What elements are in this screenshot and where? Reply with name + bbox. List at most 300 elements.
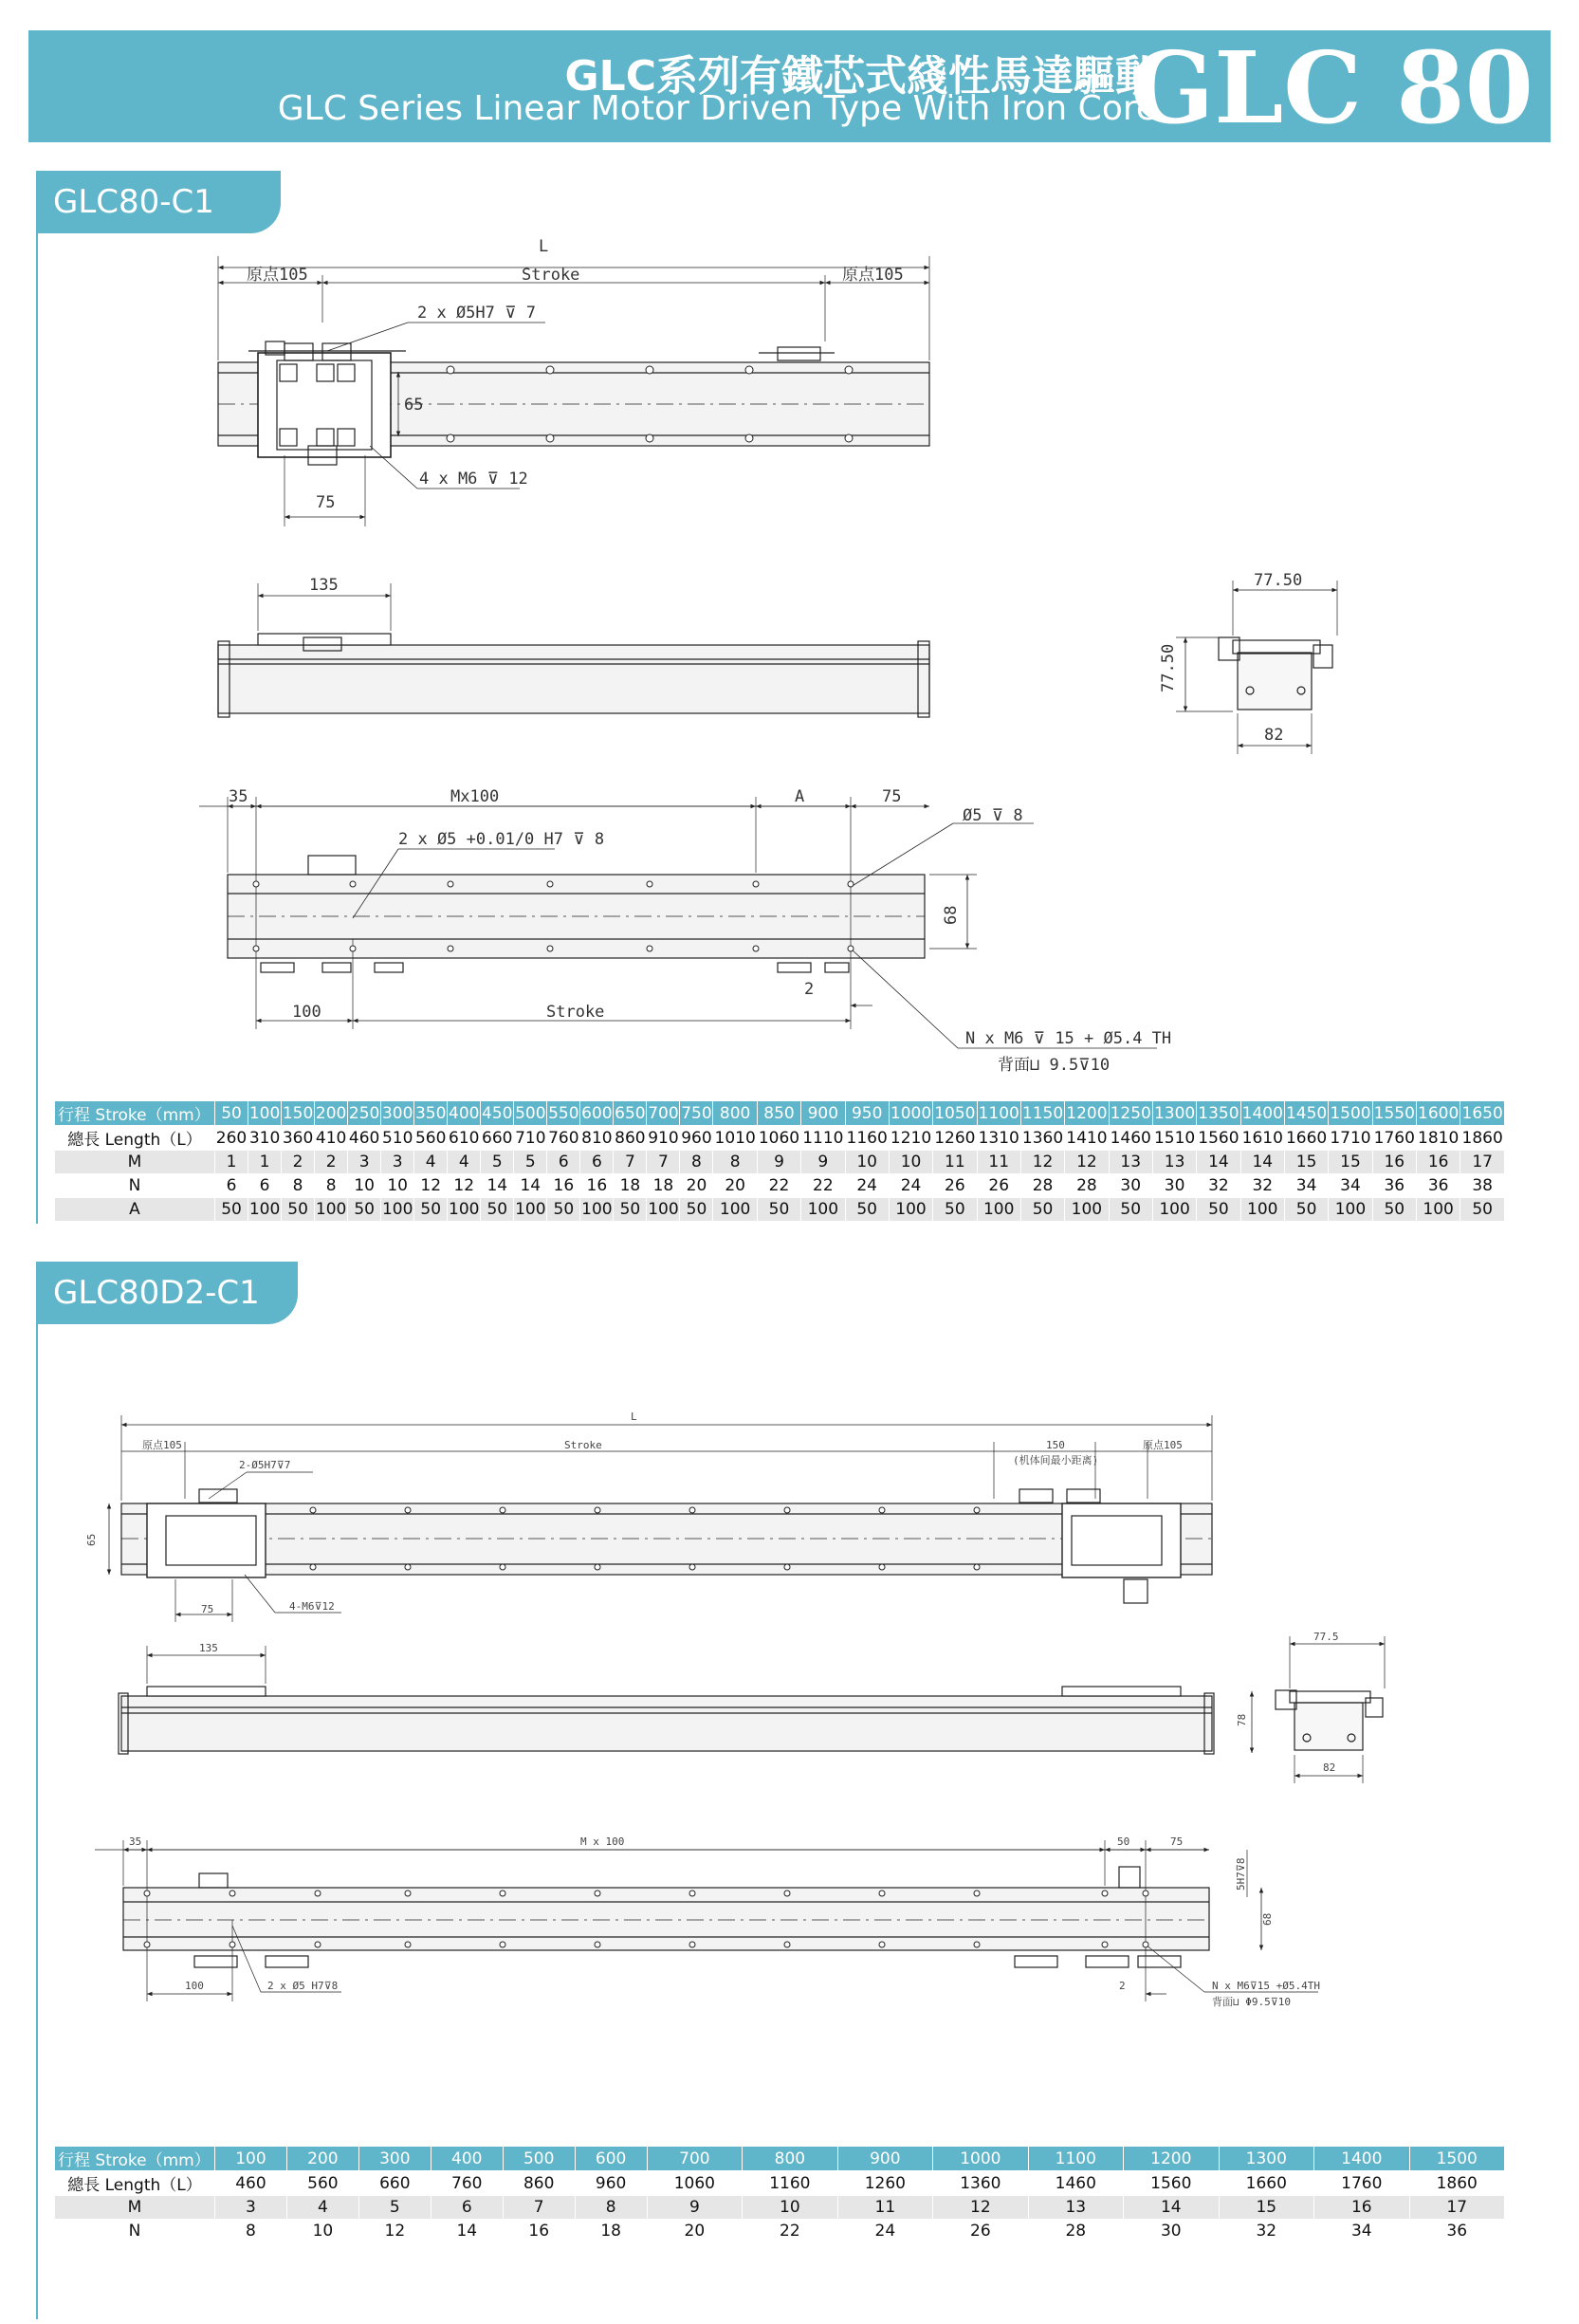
s1-front-view bbox=[218, 583, 929, 717]
table-row bbox=[55, 2171, 1505, 2196]
table-cell: 11 bbox=[837, 2196, 932, 2220]
table-cell: 22 bbox=[801, 1174, 845, 1198]
table-cell: 910 bbox=[647, 1126, 680, 1151]
table-cell: 1450 bbox=[1284, 1101, 1328, 1126]
table-cell: 17 bbox=[1409, 2196, 1505, 2220]
table-cell: 8 bbox=[713, 1151, 757, 1174]
table-cell: 22 bbox=[743, 2220, 837, 2243]
table-cell: 300 bbox=[358, 2147, 431, 2171]
table-cell: 500 bbox=[503, 2147, 575, 2171]
table-cell: 950 bbox=[845, 1101, 889, 1126]
table-cell: 100 bbox=[1065, 1198, 1109, 1222]
table-cell: 14 bbox=[431, 2220, 503, 2243]
table-cell: 100 bbox=[801, 1198, 845, 1222]
table-cell: 16 bbox=[503, 2220, 575, 2243]
table-row bbox=[55, 1174, 1505, 1198]
s2-dim-pin2: 2 x Ø5 H7⊽8 bbox=[267, 1980, 339, 1992]
table-cell: 400 bbox=[448, 1101, 481, 1126]
table-cell: 12 bbox=[358, 2220, 431, 2243]
table-cell: 1050 bbox=[933, 1101, 977, 1126]
table-cell: 50 bbox=[1197, 1198, 1240, 1222]
table-cell: 1110 bbox=[801, 1126, 845, 1151]
s1-dim-mx100: Mx100 bbox=[450, 787, 500, 806]
table-cell: 26 bbox=[933, 2220, 1028, 2243]
table-cell: 12 bbox=[448, 1174, 481, 1198]
table-cell: 14 bbox=[1240, 1151, 1284, 1174]
table-cell: 10 bbox=[286, 2220, 358, 2243]
s2-dim-2: 2 bbox=[1119, 1980, 1126, 1992]
table-cell: 7 bbox=[503, 2196, 575, 2220]
table-cell: 100 bbox=[1416, 1198, 1460, 1222]
table-cell: 100 bbox=[713, 1198, 757, 1222]
table-cell: 310 bbox=[248, 1126, 282, 1151]
table-cell: 1160 bbox=[845, 1126, 889, 1151]
s2-dim-82: 82 bbox=[1323, 1761, 1336, 1774]
table-cell: 6 bbox=[248, 1174, 282, 1198]
row-label: A bbox=[55, 1198, 215, 1222]
s1-bottom-view bbox=[199, 797, 1157, 1048]
section2-tab: GLC80D2-C1 bbox=[36, 1262, 298, 1324]
table-cell: 12 bbox=[414, 1174, 448, 1198]
table-cell: 1000 bbox=[933, 2147, 1028, 2171]
s2-dim-mount: N x M6⊽15 +Ø5.4TH bbox=[1212, 1980, 1321, 1992]
table-cell: 36 bbox=[1416, 1174, 1460, 1198]
table-cell: 1410 bbox=[1065, 1126, 1109, 1151]
table-cell: 5 bbox=[481, 1151, 514, 1174]
row-label: M bbox=[55, 1151, 215, 1174]
table-cell: 32 bbox=[1197, 1174, 1240, 1198]
table-cell: 400 bbox=[431, 2147, 503, 2171]
table-cell: 450 bbox=[481, 1101, 514, 1126]
table-cell: 100 bbox=[315, 1198, 348, 1222]
s1-dim-L: L bbox=[539, 237, 549, 256]
table-cell: 1 bbox=[215, 1151, 248, 1174]
table-cell: 24 bbox=[845, 1174, 889, 1198]
table-cell: 660 bbox=[358, 2171, 431, 2196]
table-cell: 1350 bbox=[1197, 1101, 1240, 1126]
table-cell: 11 bbox=[977, 1151, 1020, 1174]
table-cell: 1060 bbox=[757, 1126, 800, 1151]
table-cell: 26 bbox=[933, 1174, 977, 1198]
table-cell: 30 bbox=[1109, 1174, 1152, 1198]
table-cell: 100 bbox=[889, 1198, 932, 1222]
s1-dim-height-7750: 77.50 bbox=[1159, 643, 1178, 692]
s2-dim-50: 50 bbox=[1117, 1835, 1130, 1848]
table-cell: 100 bbox=[514, 1198, 547, 1222]
table-cell: 3 bbox=[381, 1151, 414, 1174]
s1-dim-35: 35 bbox=[229, 787, 248, 806]
s1-dim-75b: 75 bbox=[882, 787, 902, 806]
table-cell: 750 bbox=[680, 1101, 713, 1126]
model-name: GLC 80 bbox=[1129, 29, 1533, 146]
table-cell: 16 bbox=[580, 1174, 614, 1198]
table-cell: 350 bbox=[414, 1101, 448, 1126]
section1-tab: GLC80-C1 bbox=[36, 171, 281, 233]
table-cell: 1660 bbox=[1219, 2171, 1313, 2196]
row-label: 行程 Stroke（mm） bbox=[55, 1101, 215, 1126]
table-cell: 4 bbox=[286, 2196, 358, 2220]
table-cell: 100 bbox=[215, 2147, 287, 2171]
table-cell: 30 bbox=[1152, 1174, 1196, 1198]
table-cell: 6 bbox=[547, 1151, 580, 1174]
table-cell: 100 bbox=[448, 1198, 481, 1222]
table-cell: 50 bbox=[1460, 1198, 1505, 1222]
s1-dim-135: 135 bbox=[309, 576, 339, 595]
table-cell: 32 bbox=[1240, 1174, 1284, 1198]
table-cell: 30 bbox=[1124, 2220, 1219, 2243]
s1-dim-stroke: Stroke bbox=[522, 266, 580, 285]
table-cell: 660 bbox=[481, 1126, 514, 1151]
table-cell: 1550 bbox=[1372, 1101, 1416, 1126]
table-row bbox=[55, 2196, 1505, 2220]
table-cell: 50 bbox=[481, 1198, 514, 1222]
table-cell: 5 bbox=[514, 1151, 547, 1174]
s1-spec-table bbox=[54, 1100, 1505, 1222]
row-label: 行程 Stroke（mm） bbox=[55, 2147, 215, 2171]
s2-dim-L: L bbox=[631, 1411, 637, 1423]
s1-top-view bbox=[218, 256, 929, 526]
s2-dim-135: 135 bbox=[199, 1642, 218, 1654]
table-cell: 10 bbox=[743, 2196, 837, 2220]
table-cell: 15 bbox=[1284, 1151, 1328, 1174]
table-cell: 1360 bbox=[933, 2171, 1028, 2196]
table-cell: 20 bbox=[647, 2220, 742, 2243]
table-cell: 100 bbox=[580, 1198, 614, 1222]
s2-dim-tap-hole: 4-M6⊽12 bbox=[289, 1600, 335, 1613]
s1-dim-origin-right: 原点105 bbox=[842, 266, 904, 285]
table-cell: 100 bbox=[647, 1198, 680, 1222]
s2-spec-table bbox=[54, 2146, 1505, 2243]
table-cell: 260 bbox=[215, 1126, 248, 1151]
table-cell: 8 bbox=[215, 2220, 287, 2243]
table-cell: 50 bbox=[1020, 1198, 1064, 1222]
table-cell: 1500 bbox=[1329, 1101, 1372, 1126]
row-label: 總長 Length（L） bbox=[55, 1126, 215, 1151]
table-cell: 50 bbox=[680, 1198, 713, 1222]
table-cell: 11 bbox=[933, 1151, 977, 1174]
table-cell: 1300 bbox=[1219, 2147, 1313, 2171]
table-cell: 50 bbox=[414, 1198, 448, 1222]
s1-dim-100: 100 bbox=[292, 1003, 321, 1022]
table-cell: 100 bbox=[248, 1198, 282, 1222]
table-cell: 8 bbox=[282, 1174, 315, 1198]
s1-dim-pin-hole-tol: 2 x Ø5 +0.01/0 H7 ⊽ 8 bbox=[398, 830, 605, 849]
table-cell: 14 bbox=[514, 1174, 547, 1198]
table-cell: 1300 bbox=[1152, 1101, 1196, 1126]
table-cell: 15 bbox=[1329, 1151, 1372, 1174]
s2-dim-back: 背面⊔ Φ9.5⊽10 bbox=[1212, 1996, 1292, 2008]
table-cell: 10 bbox=[889, 1151, 932, 1174]
table-cell: 1610 bbox=[1240, 1126, 1284, 1151]
table-cell: 34 bbox=[1329, 1174, 1372, 1198]
table-cell: 1460 bbox=[1109, 1126, 1152, 1151]
table-cell: 1100 bbox=[977, 1101, 1020, 1126]
s1-dim-A: A bbox=[795, 787, 805, 806]
table-cell: 800 bbox=[713, 1101, 757, 1126]
table-cell: 200 bbox=[286, 2147, 358, 2171]
table-cell: 1250 bbox=[1109, 1101, 1152, 1126]
table-cell: 1560 bbox=[1124, 2171, 1219, 2196]
table-cell: 1260 bbox=[933, 1126, 977, 1151]
table-cell: 20 bbox=[713, 1174, 757, 1198]
table-cell: 50 bbox=[547, 1198, 580, 1222]
table-cell: 50 bbox=[1372, 1198, 1416, 1222]
table-cell: 32 bbox=[1219, 2220, 1313, 2243]
table-cell: 100 bbox=[248, 1101, 282, 1126]
table-cell: 18 bbox=[575, 2220, 647, 2243]
s2-end-view bbox=[1252, 1636, 1385, 1783]
table-cell: 1210 bbox=[889, 1126, 932, 1151]
table-cell: 600 bbox=[580, 1101, 614, 1126]
table-cell: 560 bbox=[414, 1126, 448, 1151]
table-cell: 2 bbox=[315, 1151, 348, 1174]
table-cell: 1060 bbox=[647, 2171, 742, 2196]
s2-bottom-view bbox=[95, 1840, 1321, 2001]
table-cell: 10 bbox=[845, 1151, 889, 1174]
title-english: GLC Series Linear Motor Driven Type With Iron Core bbox=[277, 89, 1157, 128]
table-cell: 1760 bbox=[1372, 1126, 1416, 1151]
s2-dim-100: 100 bbox=[185, 1980, 204, 1992]
table-cell: 100 bbox=[1240, 1198, 1284, 1222]
table-cell: 300 bbox=[381, 1101, 414, 1126]
table-cell: 2 bbox=[282, 1151, 315, 1174]
table-cell: 16 bbox=[1416, 1151, 1460, 1174]
table-cell: 34 bbox=[1314, 2220, 1409, 2243]
s1-dim-width-7750: 77.50 bbox=[1254, 571, 1303, 590]
table-cell: 16 bbox=[547, 1174, 580, 1198]
table-cell: 38 bbox=[1460, 1174, 1505, 1198]
table-cell: 4 bbox=[414, 1151, 448, 1174]
s1-dim-back: 背面⊔ 9.5⊽10 bbox=[998, 1056, 1111, 1075]
table-cell: 26 bbox=[977, 1174, 1020, 1198]
table-cell: 1310 bbox=[977, 1126, 1020, 1151]
table-cell: 50 bbox=[215, 1198, 248, 1222]
table-cell: 6 bbox=[431, 2196, 503, 2220]
s1-dim-pin-hole: 2 x Ø5H7 ⊽ 7 bbox=[417, 304, 537, 323]
table-cell: 24 bbox=[889, 1174, 932, 1198]
table-cell: 1560 bbox=[1197, 1126, 1240, 1151]
table-cell: 860 bbox=[614, 1126, 647, 1151]
table-cell: 1500 bbox=[1409, 2147, 1505, 2171]
table-cell: 13 bbox=[1028, 2196, 1123, 2220]
table-cell: 1360 bbox=[1020, 1126, 1064, 1151]
table-cell: 1260 bbox=[837, 2171, 932, 2196]
s2-dim-min-dist: (机体间最小距离) bbox=[1013, 1454, 1099, 1466]
table-cell: 34 bbox=[1284, 1174, 1328, 1198]
table-cell: 9 bbox=[801, 1151, 845, 1174]
s1-dim-stroke2: Stroke bbox=[546, 1003, 605, 1022]
table-cell: 510 bbox=[381, 1126, 414, 1151]
s2-dim-stroke: Stroke bbox=[564, 1439, 602, 1451]
s1-dim-hole5: Ø5 ⊽ 8 bbox=[963, 806, 1023, 825]
table-cell: 50 bbox=[757, 1198, 800, 1222]
table-cell: 200 bbox=[315, 1101, 348, 1126]
table-cell: 12 bbox=[1020, 1151, 1064, 1174]
s2-dim-height-78: 78 bbox=[1236, 1713, 1248, 1726]
table-cell: 410 bbox=[315, 1126, 348, 1151]
row-label: N bbox=[55, 1174, 215, 1198]
table-cell: 16 bbox=[1372, 1151, 1416, 1174]
table-cell: 28 bbox=[1065, 1174, 1109, 1198]
table-row bbox=[55, 1126, 1505, 1151]
table-cell: 760 bbox=[547, 1126, 580, 1151]
s2-dim-75: 75 bbox=[201, 1603, 214, 1615]
table-cell: 960 bbox=[680, 1126, 713, 1151]
table-cell: 6 bbox=[580, 1151, 614, 1174]
table-cell: 28 bbox=[1028, 2220, 1123, 2243]
table-cell: 760 bbox=[431, 2171, 503, 2196]
table-row bbox=[55, 2147, 1505, 2171]
table-cell: 28 bbox=[1020, 1174, 1064, 1198]
s2-dim-75b: 75 bbox=[1170, 1835, 1184, 1848]
s1-end-view bbox=[1176, 581, 1337, 754]
table-cell: 8 bbox=[575, 2196, 647, 2220]
table-cell: 1400 bbox=[1314, 2147, 1409, 2171]
table-cell: 8 bbox=[680, 1151, 713, 1174]
s1-dim-82: 82 bbox=[1264, 726, 1284, 745]
table-cell: 100 bbox=[1329, 1198, 1372, 1222]
s1-dim-68: 68 bbox=[942, 905, 961, 925]
table-cell: 50 bbox=[614, 1198, 647, 1222]
table-cell: 9 bbox=[647, 2196, 742, 2220]
table-cell: 610 bbox=[448, 1126, 481, 1151]
table-cell: 14 bbox=[481, 1174, 514, 1198]
table-cell: 100 bbox=[1152, 1198, 1196, 1222]
s1-dim-tap-hole: 4 x M6 ⊽ 12 bbox=[419, 470, 528, 489]
table-cell: 460 bbox=[348, 1126, 381, 1151]
table-cell: 14 bbox=[1197, 1151, 1240, 1174]
table-cell: 810 bbox=[580, 1126, 614, 1151]
table-cell: 7 bbox=[647, 1151, 680, 1174]
s2-dim-pin-hole: 2-Ø5H7⊽7 bbox=[239, 1459, 291, 1471]
row-label: 總長 Length（L） bbox=[55, 2171, 215, 2196]
table-cell: 18 bbox=[614, 1174, 647, 1198]
table-cell: 1200 bbox=[1124, 2147, 1219, 2171]
table-cell: 700 bbox=[647, 2147, 742, 2171]
table-cell: 1660 bbox=[1284, 1126, 1328, 1151]
table-cell: 17 bbox=[1460, 1151, 1505, 1174]
table-cell: 7 bbox=[614, 1151, 647, 1174]
table-cell: 1860 bbox=[1460, 1126, 1505, 1151]
table-cell: 16 bbox=[1314, 2196, 1409, 2220]
table-cell: 50 bbox=[933, 1198, 977, 1222]
table-cell: 1710 bbox=[1329, 1126, 1372, 1151]
table-cell: 50 bbox=[1284, 1198, 1328, 1222]
table-cell: 12 bbox=[1065, 1151, 1109, 1174]
table-cell: 1810 bbox=[1416, 1126, 1460, 1151]
table-cell: 560 bbox=[286, 2171, 358, 2196]
table-cell: 710 bbox=[514, 1126, 547, 1151]
table-cell: 1000 bbox=[889, 1101, 932, 1126]
s2-dim-origin-right: 原点105 bbox=[1143, 1439, 1183, 1451]
table-cell: 1860 bbox=[1409, 2171, 1505, 2196]
table-cell: 13 bbox=[1109, 1151, 1152, 1174]
table-cell: 1010 bbox=[713, 1126, 757, 1151]
row-label: M bbox=[55, 2196, 215, 2220]
s1-dim-origin-left: 原点105 bbox=[247, 266, 308, 285]
table-cell: 900 bbox=[801, 1101, 845, 1126]
s2-dim-origin-left: 原点105 bbox=[142, 1439, 182, 1451]
table-cell: 1 bbox=[248, 1151, 282, 1174]
table-cell: 5 bbox=[358, 2196, 431, 2220]
table-cell: 3 bbox=[215, 2196, 287, 2220]
table-cell: 1650 bbox=[1460, 1101, 1505, 1126]
s1-dim-75: 75 bbox=[316, 493, 336, 512]
table-cell: 10 bbox=[381, 1174, 414, 1198]
table-cell: 12 bbox=[933, 2196, 1028, 2220]
s2-dim-35: 35 bbox=[129, 1835, 142, 1848]
table-cell: 10 bbox=[348, 1174, 381, 1198]
table-cell: 20 bbox=[680, 1174, 713, 1198]
table-cell: 860 bbox=[503, 2171, 575, 2196]
table-cell: 250 bbox=[348, 1101, 381, 1126]
s1-dim-mount: N x M6 ⊽ 15 + Ø5.4 TH bbox=[965, 1029, 1172, 1048]
table-cell: 9 bbox=[757, 1151, 800, 1174]
table-cell: 100 bbox=[381, 1198, 414, 1222]
table-cell: 50 bbox=[215, 1101, 248, 1126]
table-cell: 550 bbox=[547, 1101, 580, 1126]
table-cell: 1600 bbox=[1416, 1101, 1460, 1126]
table-cell: 360 bbox=[282, 1126, 315, 1151]
table-cell: 22 bbox=[757, 1174, 800, 1198]
table-cell: 600 bbox=[575, 2147, 647, 2171]
s2-dim-height65: 65 bbox=[85, 1533, 98, 1546]
table-cell: 1760 bbox=[1314, 2171, 1409, 2196]
table-cell: 1200 bbox=[1065, 1101, 1109, 1126]
table-cell: 50 bbox=[845, 1198, 889, 1222]
table-cell: 1100 bbox=[1028, 2147, 1123, 2171]
s2-dim-width-775: 77.5 bbox=[1313, 1631, 1339, 1643]
table-cell: 700 bbox=[647, 1101, 680, 1126]
s2-front-view bbox=[119, 1646, 1214, 1754]
table-row bbox=[55, 1198, 1505, 1222]
row-label: N bbox=[55, 2220, 215, 2243]
table-row bbox=[55, 2220, 1505, 2243]
table-cell: 50 bbox=[282, 1198, 315, 1222]
table-cell: 500 bbox=[514, 1101, 547, 1126]
s2-dim-mx100: M x 100 bbox=[580, 1835, 625, 1848]
table-cell: 1510 bbox=[1152, 1126, 1196, 1151]
s2-dim-5h7: 5H7⊽8 bbox=[1235, 1857, 1247, 1891]
table-cell: 3 bbox=[348, 1151, 381, 1174]
table-cell: 1400 bbox=[1240, 1101, 1284, 1126]
table-cell: 13 bbox=[1152, 1151, 1196, 1174]
s1-dim-2: 2 bbox=[804, 980, 815, 999]
table-cell: 18 bbox=[647, 1174, 680, 1198]
table-cell: 1160 bbox=[743, 2171, 837, 2196]
table-cell: 460 bbox=[215, 2171, 287, 2196]
table-cell: 6 bbox=[215, 1174, 248, 1198]
table-cell: 100 bbox=[977, 1198, 1020, 1222]
table-cell: 36 bbox=[1409, 2220, 1505, 2243]
table-cell: 800 bbox=[743, 2147, 837, 2171]
title-chinese: GLC系列有鐵芯式綫性馬達驅動 bbox=[564, 52, 1157, 101]
table-cell: 50 bbox=[348, 1198, 381, 1222]
table-cell: 14 bbox=[1124, 2196, 1219, 2220]
table-cell: 1460 bbox=[1028, 2171, 1123, 2196]
table-cell: 4 bbox=[448, 1151, 481, 1174]
table-cell: 960 bbox=[575, 2171, 647, 2196]
s1-dim-height65: 65 bbox=[404, 396, 424, 415]
table-cell: 850 bbox=[757, 1101, 800, 1126]
table-cell: 1150 bbox=[1020, 1101, 1064, 1126]
table-cell: 150 bbox=[282, 1101, 315, 1126]
s2-dim-68: 68 bbox=[1261, 1912, 1274, 1926]
table-cell: 8 bbox=[315, 1174, 348, 1198]
table-cell: 650 bbox=[614, 1101, 647, 1126]
table-row bbox=[55, 1101, 1505, 1126]
table-cell: 900 bbox=[837, 2147, 932, 2171]
